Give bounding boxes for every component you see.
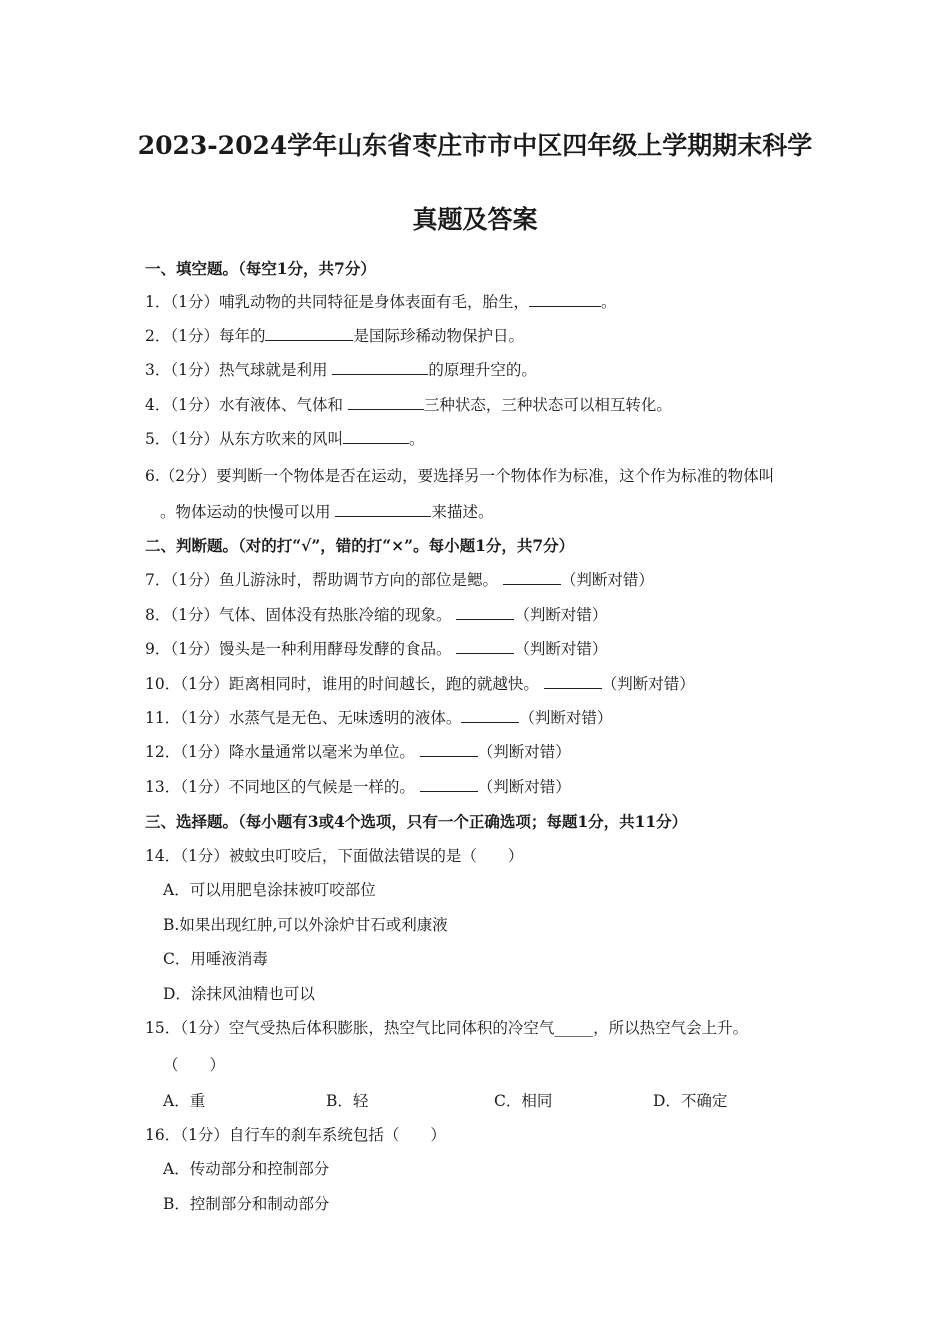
question-text: 是国际珍稀动物保护日。 bbox=[353, 327, 524, 345]
question-6-continued bbox=[160, 501, 493, 523]
question-6 bbox=[145, 465, 774, 487]
document-title-line1: 2023-2024学年山东省枣庄市市中区四年级上学期期末科学 bbox=[137, 131, 813, 160]
question-text: （判断对错） bbox=[514, 606, 608, 624]
document-title-line2: 真题及答案 bbox=[412, 205, 538, 234]
option-a: A．可以用肥皂涂抹被叮咬部位 bbox=[163, 881, 376, 899]
question-3 bbox=[145, 359, 537, 381]
question-text: （判断对错） bbox=[477, 778, 571, 796]
question-text: 10．（1分）距离相同时，谁用的时间越长，跑的就越快。 bbox=[145, 675, 544, 693]
answer-blank bbox=[503, 570, 561, 585]
question-14: 14．（1分）被蚊虫叮咬后，下面做法错误的是（ ） bbox=[145, 847, 524, 865]
question-5 bbox=[145, 428, 425, 450]
question-text: 13．（1分）不同地区的气候是一样的。 bbox=[145, 778, 420, 796]
question-1 bbox=[145, 291, 617, 313]
question-text: 1．（1分）哺乳动物的共同特征是身体表面有毛，胎生， bbox=[145, 293, 529, 311]
question-text: （判断对错） bbox=[560, 571, 654, 589]
answer-blank bbox=[343, 429, 409, 444]
question-text: 三种状态，三种状态可以相互转化。 bbox=[423, 396, 672, 414]
answer-blank bbox=[332, 360, 428, 375]
answer-blank bbox=[456, 605, 514, 620]
question-text: ，所以热空气会上升。 bbox=[593, 1019, 749, 1037]
answer-blank bbox=[529, 292, 601, 307]
option-c: C．相同 bbox=[494, 1092, 553, 1110]
question-15 bbox=[145, 1017, 748, 1039]
option-a: A．传动部分和控制部分 bbox=[163, 1160, 330, 1178]
question-text: （判断对错） bbox=[514, 640, 608, 658]
question-text: （判断对错） bbox=[601, 675, 695, 693]
question-text: 6.（2分）要判断一个物体是否在运动，要选择另一个物体作为标准，这个作为标准的物体叫 bbox=[145, 467, 775, 485]
question-text: 12．（1分）降水量通常以毫米为单位。 bbox=[145, 743, 420, 761]
answer-blank: _____ bbox=[554, 1019, 594, 1037]
option-d: D．不确定 bbox=[653, 1092, 728, 1110]
question-text: 2．（1分）每年的 bbox=[145, 327, 266, 345]
answer-blank bbox=[456, 639, 514, 654]
answer-blank bbox=[420, 777, 478, 792]
answer-paren: （ ） bbox=[163, 1056, 226, 1074]
answer-blank bbox=[265, 326, 353, 341]
option-b: B．轻 bbox=[326, 1092, 369, 1110]
question-10 bbox=[145, 673, 695, 695]
question-16: 16．（1分）自行车的刹车系统包括（ ） bbox=[145, 1126, 446, 1144]
answer-blank bbox=[544, 674, 602, 689]
question-4 bbox=[145, 394, 672, 416]
section-heading-fill: 一、填空题。（每空1分，共7分） bbox=[145, 259, 376, 278]
question-7 bbox=[145, 569, 654, 591]
question-text: （判断对错） bbox=[477, 743, 571, 761]
question-text: 8．（1分）气体、固体没有热胀冷缩的现象。 bbox=[145, 606, 457, 624]
question-text: 5．（1分）从东方吹来的风叫 bbox=[145, 430, 343, 448]
question-text: 4．（1分）水有液体、气体和 bbox=[145, 396, 348, 414]
question-text: 3．（1分）热气球就是利用 bbox=[145, 361, 333, 379]
option-d: D．涂抹风油精也可以 bbox=[163, 985, 315, 1003]
question-12 bbox=[145, 741, 571, 763]
question-text: （判断对错） bbox=[519, 709, 613, 727]
answer-blank bbox=[420, 742, 478, 757]
option-b: B．控制部分和制动部分 bbox=[163, 1195, 330, 1213]
question-text: 。 bbox=[408, 430, 425, 448]
section-heading-judge: 二、判断题。（对的打“√”，错的打“×”。每小题1分，共7分） bbox=[145, 536, 575, 555]
question-text: 9．（1分）馒头是一种利用酵母发酵的食品。 bbox=[145, 640, 457, 658]
question-13 bbox=[145, 776, 571, 798]
option-a: A．重 bbox=[163, 1092, 206, 1110]
question-text: 7．（1分）鱼儿游泳时，帮助调节方向的部位是鳃。 bbox=[145, 571, 503, 589]
answer-blank bbox=[335, 502, 431, 517]
answer-blank bbox=[348, 395, 424, 410]
option-c: C．用唾液消毒 bbox=[163, 950, 268, 968]
question-2 bbox=[145, 325, 524, 347]
question-text: 。 bbox=[600, 293, 617, 311]
section-heading-choice: 三、选择题。（每小题有3或4个选项，只有一个正确选项；每题1分，共11分） bbox=[145, 812, 688, 831]
question-9 bbox=[145, 638, 607, 660]
option-b: B.如果出现红肿,可以外涂炉甘石或利康液 bbox=[163, 916, 448, 934]
question-text: 11．（1分）水蒸气是无色、无味透明的液体。 bbox=[145, 709, 462, 727]
question-text: 的原理升空的。 bbox=[428, 361, 537, 379]
question-text: 。物体运动的快慢可以用 bbox=[160, 503, 336, 521]
question-text: 来描述。 bbox=[431, 503, 494, 521]
question-text: 15．（1分）空气受热后体积膨胀，热空气比同体积的冷空气 bbox=[145, 1019, 555, 1037]
answer-blank bbox=[461, 708, 519, 723]
question-11 bbox=[145, 707, 612, 729]
question-8 bbox=[145, 604, 607, 626]
